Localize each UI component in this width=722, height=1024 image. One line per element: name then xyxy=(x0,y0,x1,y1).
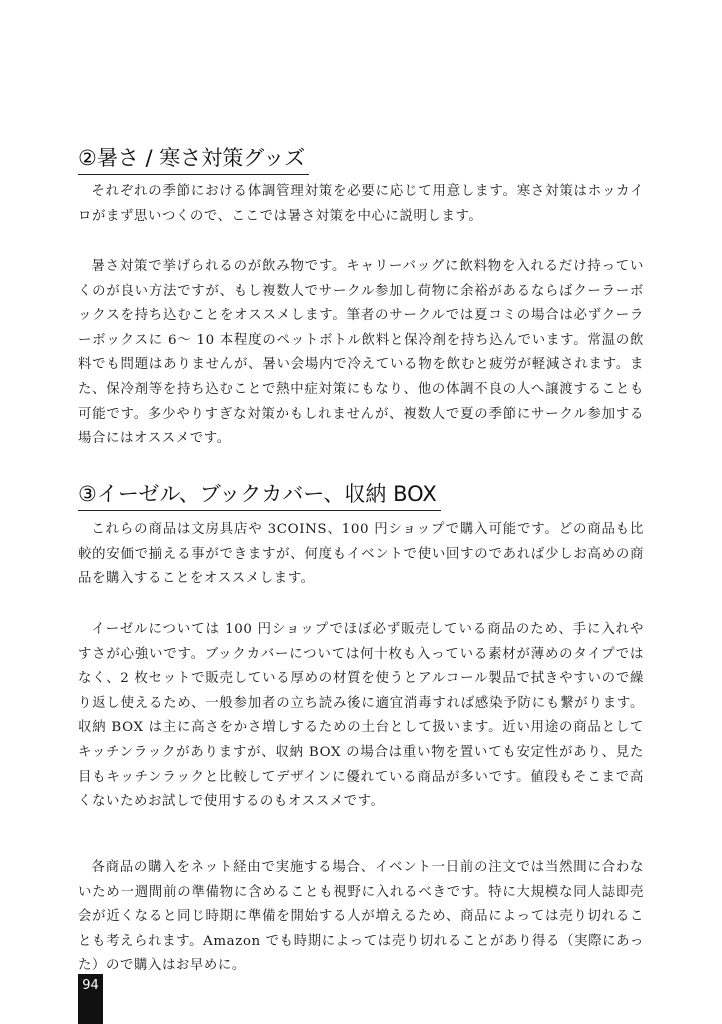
paragraph-drinks-cooler: 暑さ対策で挙げられるのが飲み物です。キャリーバッグに飲料物を入れるだけ持っていくのが良い方法ですが、もし複数人でサークル参加し荷物に余裕があるならばクーラーボックスを持ち込むことをオススメします。筆者のサークルでは夏コミの場合は必ずクーラーボックスに 6～ 10 本程度のペットボトル飲料と保冷剤を持ち込んでいます。常温の飲料でも問題はありませんが、暑い会場内で冷えている物を飲むと疲労が軽減されます。また、保冷剤等を持ち込むことで熱中症対策にもなり、他の体調不良の人へ譲渡することも可能です。多少やりすぎな対策かもしれませんが、複数人で夏の季節にサークル参加する場合にはオススメです。 xyxy=(78,259,644,447)
paragraph-item-details: イーゼルについては 100 円ショップでほぼ必ず販売している商品のため、手に入れやすさが心強いです。ブックカバーについては何十枚も入っている素材が薄めのタイプではなく、2 枚セットで販売している厚めの材質を使うとアルコール製品で拭きやすいので繰り返し使えるため、一般参加者の立ち読み後に適宜消毒すれば感染予防にも繋がります。収納 BOX は主に高さをかさ増しするための土台として扱います。近い用途の商品としてキッチンラックがありますが、収納 BOX の場合は重い物を置いても安定性があり、見た目もキッチンラックと比較してデザインに優れている商品が多いです。値段もそこまで高くないためお試しで使用するのもオススメです。 xyxy=(78,622,644,810)
paragraph-intro-seasonal: それぞれの季節における体調管理対策を必要に応じて用意します。寒さ対策はホッカイロがまず思いつくので、ここでは暑さ対策を中心に説明します。 xyxy=(78,184,644,224)
paragraph-where-to-buy: これらの商品は文房具店や 3COINS、100 円ショップで購入可能です。どの商品も比較的安価で揃える事ができますが、何度もイベントで使い回すのであれば少しお高めの商品を購入することをオススメします。 xyxy=(78,522,644,587)
page-number: 94 xyxy=(78,974,103,1024)
section-heading-heat-cold: ②暑さ / 寒さ対策グッズ xyxy=(78,146,309,175)
paragraph-online-purchase: 各商品の購入をネット経由で実施する場合、イベント一日前の注文では当然間に合わないため一週間前の準備物に含めることも視野に入れるべきです。特に大規模な同人誌即売会が近くなると同じ時期に準備を開始する人が増えるため、商品によっては売り切れることも考えられます。Amazon でも時期によっては売り切れることがあり得る（実際にあった）ので購入はお早めに。 xyxy=(78,860,644,974)
section-heading-easel-bookcover-box: ③イーゼル、ブックカバー、収納 BOX xyxy=(78,482,441,511)
